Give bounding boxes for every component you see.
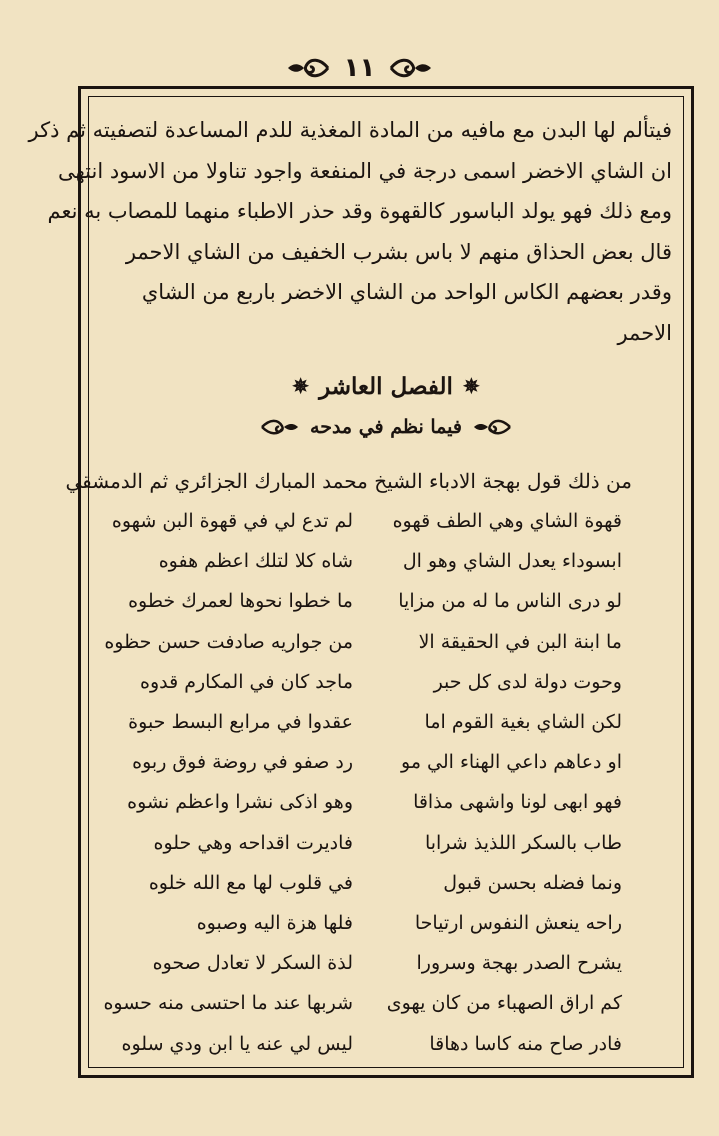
poem-verse (100, 863, 672, 903)
hemistich-first: يشرح الصدر بهجة وسرورا (416, 952, 622, 975)
chapter-subheading (100, 407, 672, 447)
poem-verse (100, 1023, 672, 1063)
star-ornament-icon: ✵ (462, 374, 480, 398)
hemistich-first: لو درى الناس ما له من مزايا (398, 590, 622, 613)
poem-verse (100, 742, 672, 782)
poem-verse (100, 662, 672, 702)
poem-verse (100, 501, 672, 541)
hemistich-first: او دعاهم داعي الهناء الي مو (401, 751, 622, 774)
chapter-title: الفصل العاشر (319, 372, 453, 400)
poem-verse (100, 622, 672, 662)
hemistich-second: ما خطوا نحوها لعمرك خطوه (128, 590, 353, 613)
hemistich-second: ماجد كان في المكارم قدوه (139, 670, 353, 693)
hemistich-first: لكن الشاي بغية القوم اما (424, 711, 622, 734)
hemistich-first: وحوت دولة لدى كل حبر (433, 670, 622, 693)
hemistich-second: شاه كلا لتلك اعظم هفوه (158, 550, 353, 573)
prose-line: وقدر بعضهم الكاس الواحد من الشاي الاخضر باربع من الشاي (141, 280, 672, 304)
chapter-subtitle: فيما نظم في مدحه (310, 416, 462, 438)
hemistich-second: لذة السكر لا تعادل صحوه (152, 952, 353, 975)
prose-line: الاحمر (617, 320, 672, 345)
prose-line: قال بعض الحذاق منهم لا باس بشرب الخفيف من الشاي الاحمر (125, 239, 672, 264)
poem-verse (100, 983, 672, 1023)
hemistich-second: رد صفو في روضة فوق ربوه (132, 751, 353, 774)
hemistich-second: عقدوا في مرابع البسط حبوة (128, 711, 353, 734)
poem (100, 501, 672, 1064)
flourish-icon (472, 416, 512, 438)
hemistich-first: فادر صاح منه كاسا دهاقا (429, 1032, 622, 1055)
prose-line: فيتألم لها البدن مع مافيه من المادة المغذية للدم المساعدة لتصفيته ثم ذكر (28, 118, 672, 142)
hemistich-second: وهو اذكى نشرا واعظم نشوه (127, 791, 353, 814)
hemistich-second: في قلوب لها مع الله خلوه (148, 871, 353, 894)
hemistich-second: شربها عند ما احتسى منه حسوه (103, 992, 353, 1015)
hemistich-first: راحه ينعش النفوس ارتياحا (414, 911, 622, 934)
poem-intro: من ذلك قول بهجة الادباء الشيخ محمد المبارك الجزائري ثم الدمشقي (65, 469, 632, 493)
page-header (0, 48, 719, 88)
star-ornament-icon: ✵ (292, 374, 310, 398)
hemistich-first: طاب بالسكر اللذيذ شرابا (424, 831, 622, 854)
poem-verse (100, 903, 672, 943)
prose-paragraph (28, 110, 672, 353)
hemistich-first: ابسوداء يعدل الشاي وهو ال (402, 550, 622, 573)
hemistich-first: ونما فضله بحسن قبول (443, 871, 622, 894)
hemistich-second: ليس لي عنه يا ابن ودي سلوه (121, 1032, 353, 1055)
page-number: ١١ (343, 53, 376, 83)
poem-verse (100, 782, 672, 822)
hemistich-first: ما ابنة البن في الحقيقة الا (418, 630, 622, 653)
prose-line: ومع ذلك فهو يولد الباسور كالقهوة وقد حذر الاطباء منهما للمصاب به نعم (47, 199, 672, 223)
flourish-icon (260, 416, 300, 438)
poem-verse (100, 541, 672, 581)
right-ornament-icon (389, 54, 433, 82)
poem-verse (100, 702, 672, 742)
hemistich-second: من جواريه صادفت حسن حظوه (104, 630, 353, 653)
hemistich-second: فاديرت اقداحه وهي حلوه (153, 831, 353, 854)
prose-line: ان الشاي الاخضر اسمى درجة في المنفعة واجود تناولا من الاسود انتهى (57, 158, 672, 183)
left-ornament-icon (286, 54, 330, 82)
hemistich-first: كم اراق الصهباء من كان يهوى (386, 992, 622, 1015)
hemistich-second: لم تدع لي في قهوة البن شهوه (111, 510, 353, 533)
hemistich-first: قهوة الشاي وهي الطف قهوه (392, 510, 622, 533)
page-content (28, 110, 672, 1060)
chapter-heading (100, 365, 672, 407)
hemistich-first: فهو ابهى لونا واشهى مذاقا (413, 791, 622, 814)
hemistich-second: فلها هزة اليه وصبوه (196, 911, 353, 934)
poem-verse (100, 581, 672, 621)
poem-verse (100, 943, 672, 983)
poem-verse (100, 823, 672, 863)
